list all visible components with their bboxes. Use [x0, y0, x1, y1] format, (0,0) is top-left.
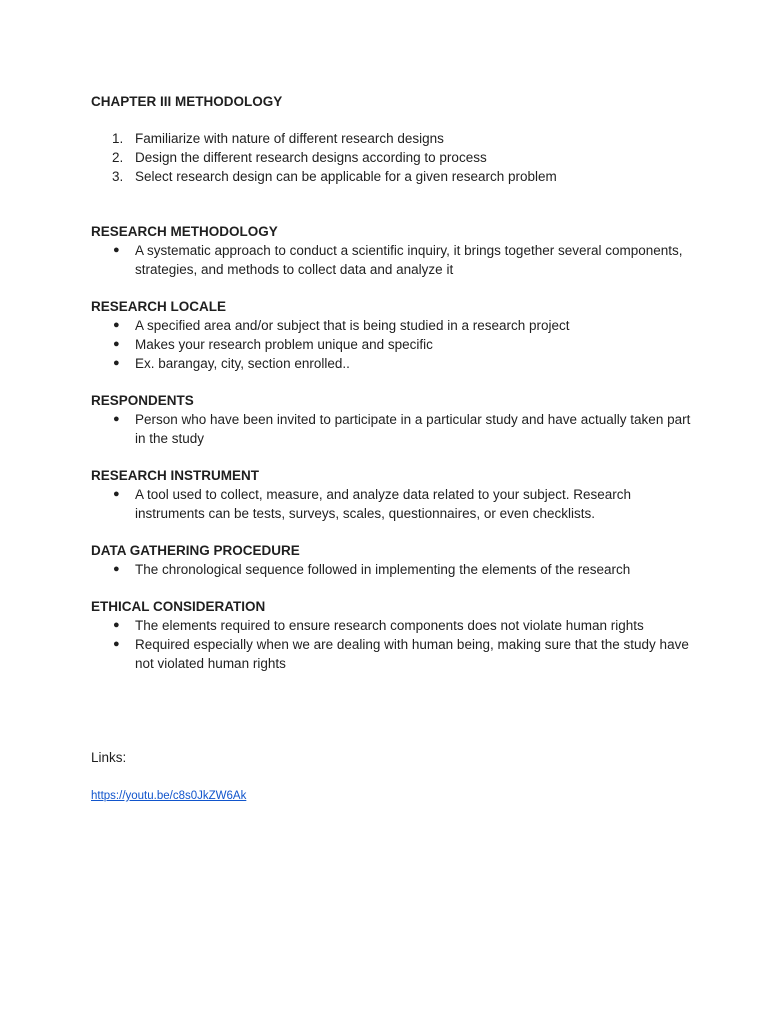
list-item: [112, 167, 691, 186]
list-item-text: Familiarize with nature of different research designs: [135, 131, 444, 146]
list-item: [113, 354, 691, 373]
list-item: [112, 129, 691, 148]
list-item: [113, 485, 691, 523]
list-item: [113, 241, 691, 279]
link-row: [91, 785, 691, 806]
page-title: CHAPTER III METHODOLOGY: [91, 94, 283, 109]
bullet-icon: ●: [113, 619, 120, 631]
list-number: 2.: [112, 150, 124, 165]
list-item-text: Required especially when we are dealing with human being, making sure that the study have not violated human rights: [135, 637, 689, 671]
section-heading: RESEARCH INSTRUMENT: [91, 468, 260, 483]
section-heading: RESEARCH METHODOLOGY: [91, 224, 278, 239]
list-item: [113, 410, 691, 448]
bullet-icon: ●: [113, 488, 120, 500]
bullet-icon: ●: [113, 413, 120, 425]
bullet-list: [91, 616, 691, 673]
list-item: [113, 560, 691, 579]
list-item: [113, 316, 691, 335]
list-item: [113, 335, 691, 354]
bullet-icon: ●: [113, 563, 120, 575]
list-item: [113, 635, 691, 673]
list-item-text: A specified area and/or subject that is being studied in a research project: [135, 318, 570, 333]
section-heading: ETHICAL CONSIDERATION: [91, 599, 266, 614]
list-item-text: Select research design can be applicable for a given research problem: [135, 169, 557, 184]
bullet-list: [91, 410, 691, 448]
section-research-locale: [91, 297, 691, 373]
links-label: Links:: [91, 750, 127, 765]
bullet-list: [91, 241, 691, 279]
list-item-text: Person who have been invited to participate in a particular study and have actually taken part in the study: [135, 412, 691, 446]
objectives-list: [91, 129, 691, 186]
list-item-text: A systematic approach to conduct a scientific inquiry, it brings together several components, strategies, and methods to collect data and analyze it: [135, 243, 683, 277]
bullet-list: [91, 485, 691, 523]
section-research-methodology: [91, 222, 691, 279]
section-heading: RESPONDENTS: [91, 393, 194, 408]
bullet-icon: ●: [113, 319, 120, 331]
list-item-text: Ex. barangay, city, section enrolled..: [135, 356, 350, 371]
bullet-icon: ●: [113, 244, 120, 256]
section-research-instrument: [91, 466, 691, 523]
list-item-text: Makes your research problem unique and specific: [135, 337, 433, 352]
list-item-text: The elements required to ensure research components does not violate human rights: [135, 618, 644, 633]
bullet-list: [91, 560, 691, 579]
list-item: [113, 616, 691, 635]
section-heading: RESEARCH LOCALE: [91, 299, 227, 314]
document-body: [91, 92, 691, 806]
section-heading: DATA GATHERING PROCEDURE: [91, 543, 300, 558]
bullet-icon: ●: [113, 357, 120, 369]
list-item: [112, 148, 691, 167]
youtube-link[interactable]: https://youtu.be/c8s0JkZW6Ak: [91, 790, 247, 802]
bullet-list: [91, 316, 691, 373]
list-number: 3.: [112, 169, 124, 184]
list-number: 1.: [112, 131, 124, 146]
list-item-text: A tool used to collect, measure, and analyze data related to your subject. Research instruments can be tests, surveys, scales, questionnaires, or even checklists.: [135, 487, 632, 521]
section-data-gathering-procedure: [91, 541, 691, 579]
section-respondents: [91, 391, 691, 448]
list-item-text: The chronological sequence followed in implementing the elements of the research: [135, 562, 631, 577]
bullet-icon: ●: [113, 638, 120, 650]
section-ethical-consideration: [91, 597, 691, 673]
bullet-icon: ●: [113, 338, 120, 350]
list-item-text: Design the different research designs according to process: [135, 150, 487, 165]
